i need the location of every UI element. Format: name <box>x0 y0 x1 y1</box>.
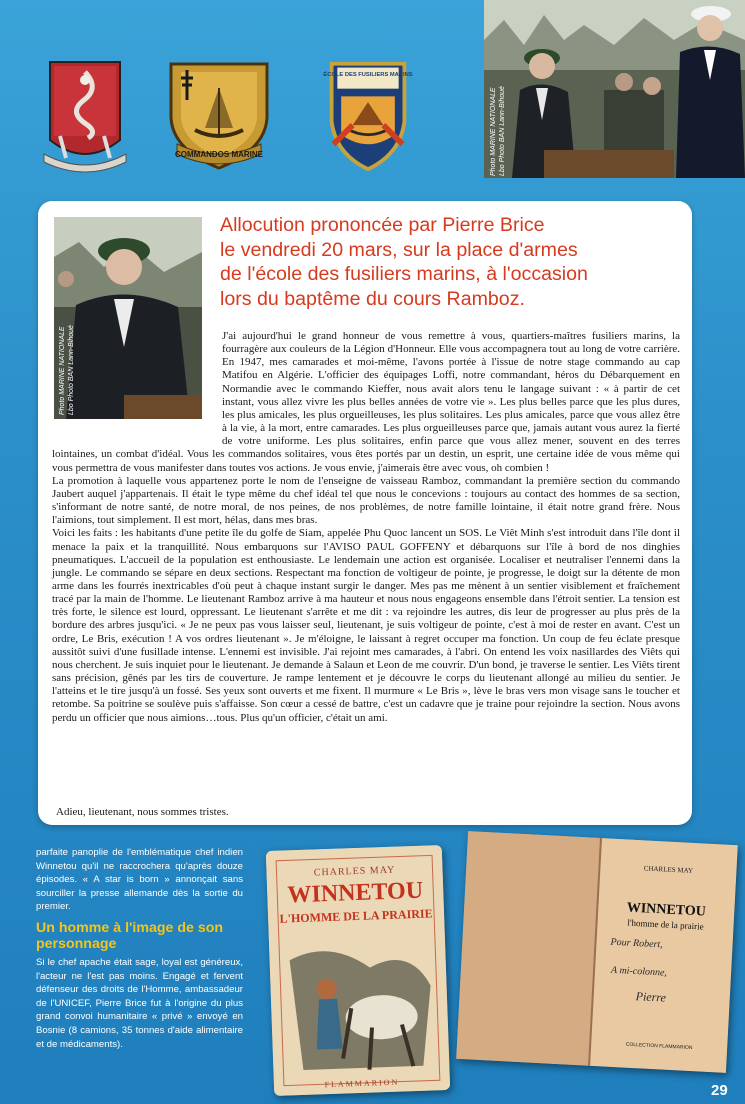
page-number: 29 <box>711 1082 728 1099</box>
handwritten-signature: Pierre <box>635 989 667 1005</box>
book-author: CHARLES MAY <box>313 864 396 879</box>
title-line: le vendredi 20 mars, sur la place d'armes <box>220 238 578 261</box>
title-line: de l'école des fusiliers marins, à l'occasion <box>220 263 588 286</box>
photo-credit-line: Lbo Photo BAN Lann-Bihoué <box>499 86 506 176</box>
article-body <box>52 330 680 725</box>
sidebar-heading: Un homme à l'image de son personnage <box>36 919 224 952</box>
book-subtitle: L'HOMME DE LA PRAIRIE <box>279 906 433 926</box>
handwritten-inscription: Pour Robert, <box>610 936 663 951</box>
photo-credit-line: Photo MARINE NATIONALE <box>490 87 497 176</box>
title-line: Allocution prononcée par Pierre Brice <box>220 214 545 236</box>
ceremony-photo <box>484 0 745 178</box>
photo-credit-line: Lbo Photo BAN Lann-Bihoué <box>68 325 75 415</box>
book-publisher: FLAMMARION <box>324 1077 400 1090</box>
book-subtitle: l'homme de la prairie <box>627 917 704 932</box>
top-band <box>0 0 745 190</box>
handwritten-inscription: A mi-colonne, <box>610 964 668 979</box>
insignia-label: ÉCOLE DES FUSILIERS MARINS <box>323 72 413 79</box>
sidebar-intro: parfaite panoplie de l'emblématique chef indien Winnetou qu'il ne raccrochera qu'après douze épisodes. « A star is born » annonçait sans sourciller la presse allemande dès la sortie du premier. <box>36 847 243 913</box>
article-closing: Adieu, lieutenant, nous sommes tristes. <box>56 806 229 818</box>
article-card <box>38 201 692 825</box>
dragon-crest-insignia <box>40 58 130 173</box>
title-line: lors du baptême du cours Ramboz. <box>220 287 525 310</box>
photo-credit-line: Photo MARINE NATIONALE <box>59 326 66 415</box>
book-author: CHARLES MAY <box>643 864 694 875</box>
article-paragraph: La promotion à laquelle vous appartenez porte le nom de l'enseigne de vaisseau Ramboz, commandant la première section du commando Jaubert auquel j'appartenais. Il était le type même du chef idéal tel que nous le concevions : toujours au contact des hommes de sa section, s'informant de notre santé, de notre moral, de nos peines, de nos problèmes, de notre famille lointaine, il était notre grand frère. Nous l'aimions, tout simplement. Il est mort, hélas, dans mes bras. <box>52 474 680 527</box>
article-paragraph: Voici les faits : les habitants d'une petite île du golfe de Siam, appelée Phu Quoc lancent un SOS. Le Viêt Minh s'est introduit dans l'île dont il menace la paix et la tranquillité. Nous embarquons sur l'AVISO PAUL GOFFENY et débarquons sur l'île à bord de nos dinghies pneumatiques. L'accueil de la population est enthousiaste. Le lendemain une action est organisée. Localiser et neutraliser l'ennemi dans la jungle. Le commando se sépare en deux sections. Respectant ma fonction de voltigeur de pointe, je progresse, le doigt sur la détente de mon arme dans les fourrés inextricables d'où peut à chaque instant surgir le danger. Mes pas me mènent à un sentier visiblement et fraîchement tracé par la main de l'homme. Le lieutenant Ramboz arrive à ma hauteur et nous nous engageons ensemble dans l'étroit sentier. La tension est très forte, le silence est lourd, oppressant. Le lieutenant s'arrête et me dit : va rejoindre les autres, dis leur de progresser au plus près de la bordure des arbres jusqu'ici. « Je ne peux pas vous laisser seul, lieutenant, je suis voltigeur de pointe, c'est à moi de rester en avant. C'est un ordre, Le Bris, exécution ! A vos ordres lieutenant ». Je m'éloigne, le laissant à regret occuper ma fonction. Un coup de feu éclate presque aussitôt suivi d'une fusillade intense. L'ennemi est invisible. J'ai rejoint mes camarades, à l'abri. On entend les voix nasillardes des Viêts qui nous cherchent. Je suis inquiet pour le lieutenant. Je demande à Salaun et Leon de me couvrir. D'un bond, je traverse le sentier. Les Viêts tirent sans précision, gênés par les tirs de couverture. Je rampe lentement et je découvre le corps du lieutenant allongé au milieu du sentier. Je l'atteins et le tire jusqu'à un fossé. Ses yeux sont ouverts et me fixent. Il murmure « Le Bris », lève le bras vers mon visage sans le toucher et retombe. Sa poitrine se soulève puis s'affaisse. Son cœur a cessé de battre, c'est un cadavre que je traine pour rejoindre la section. Nous avons perdu un officier que nous aimions…tous. Plus qu'un officier, c'était un ami. <box>52 527 680 724</box>
book-title: WINNETOU <box>287 877 424 909</box>
book-title: WINNETOU <box>626 900 707 920</box>
winnetou-book-cover <box>266 845 450 1096</box>
article-title <box>220 213 680 311</box>
book-collection: COLLECTION FLAMMARION <box>625 1041 693 1052</box>
sidebar-column <box>36 846 243 1051</box>
fusiliers-marins-insignia <box>322 58 414 173</box>
signed-book-open <box>456 831 738 1073</box>
commandos-marine-insignia <box>165 58 273 173</box>
sidebar-body: Si le chef apache était sage, loyal est généreux, l'acteur ne l'est pas moins. Engagé et fervent défenseur des droits de l'Homme, ambassadeur de l'UNICEF, Pierre Brice fut à l'origine du plus grand convoi humanitaire « privé » envoyé en Bosnie (8 camions, 35 tonnes d'aide alimentaire et de médicaments). <box>36 956 243 1050</box>
article-paragraph: J'ai aujourd'hui le grand honneur de vous remettre à vous, quartiers-maîtres fusiliers marins, la fourragère aux couleurs de la Légion d'Honneur. Elle vous accompagnera tout au long de votre carrière. En 1947, mes camarades et moi-même, l'avons portée à l'issue de notre stage commando au cap Matifou en Algérie. L'officier des équipages Loffi, notre commandant, héros du Débarquement en Normandie avec le commando Kieffer, nous avait alors tenu le langage suivant : « à partir de cet instant, vous allez vivre les plus belles années de votre vie ». Les plus belles parce que les plus dures, les plus amicales, les plus orgueilleuses, les plus solitaires. Les plus amicales, parce que vous allez être à la vie, à la mort, entre camarades. Les plus orgueilleuses parce que, jamais autant vous aurez la fierté de votre uniforme. Les plus solitaires, enfin parce que vous allez mener, souvent en des terres lointaines, un combat d'idéal. Vous les commandos solitaires, vous êtes portés par un destin, un esprit, une certaine idée de vous même qui vous permettra de vous manifester dans toutes vos actions. Je vous envie, j'aimerais être avec vous, oh combien ! <box>52 330 680 474</box>
insignia-label: COMMANDOS MARINE <box>175 150 263 159</box>
